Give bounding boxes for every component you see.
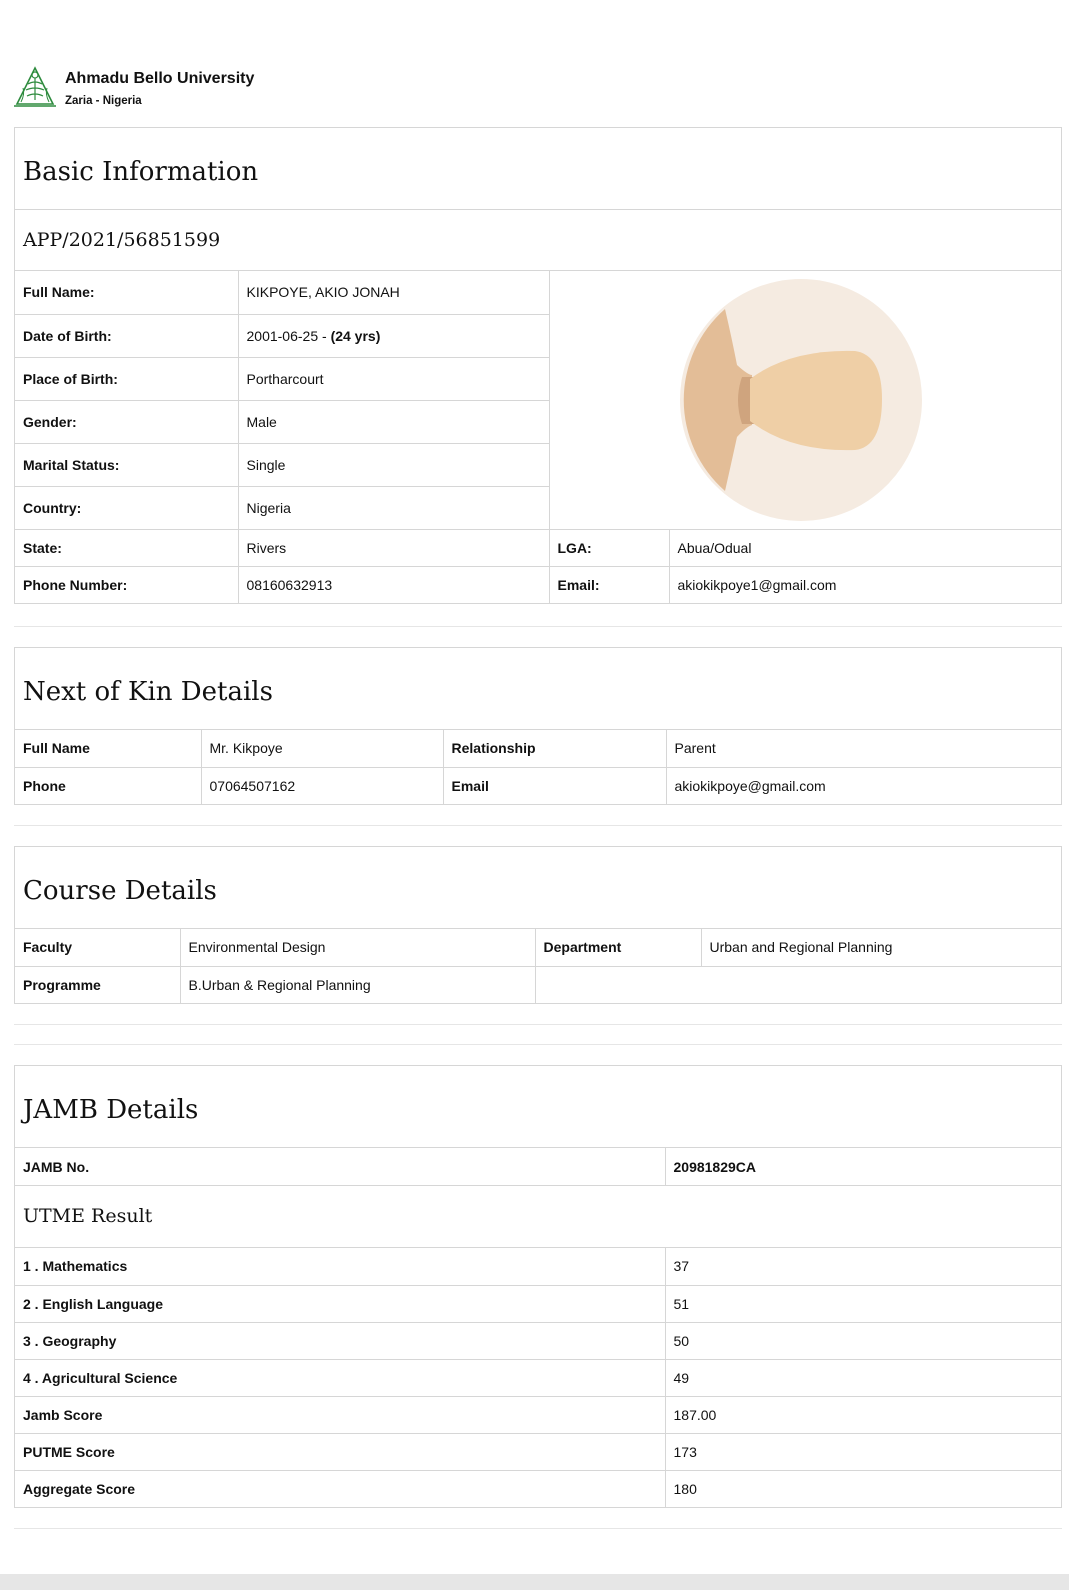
application-number: APP/2021/56851599 — [15, 210, 1061, 271]
university-header — [13, 64, 613, 112]
table-row — [15, 966, 1061, 1003]
marital-status-label: Marital Status: — [15, 443, 238, 486]
table-row — [15, 566, 1061, 603]
gender-label: Gender: — [15, 400, 238, 443]
faculty-label: Faculty — [15, 929, 180, 966]
photo-cell — [549, 271, 1061, 529]
jamb-score-label: Jamb Score — [15, 1396, 665, 1433]
email-label: Email: — [549, 566, 669, 603]
subject-score: 49 — [665, 1359, 1061, 1396]
kin-full-name-value: Mr. Kikpoye — [201, 730, 443, 767]
table-row — [15, 271, 1061, 314]
full-name-value: KIKPOYE, AKIO JONAH — [238, 271, 549, 314]
section-title: Basic Information — [15, 128, 1061, 210]
section-title: JAMB Details — [15, 1066, 1061, 1148]
divider — [14, 1044, 1062, 1045]
phone-value: 08160632913 — [238, 566, 549, 603]
table-row — [15, 529, 1061, 566]
divider — [14, 1024, 1062, 1025]
university-location: Zaria - Nigeria — [65, 95, 142, 107]
subject-score: 51 — [665, 1285, 1061, 1322]
jamb-number-table — [15, 1148, 1061, 1185]
table-row — [15, 929, 1061, 966]
lga-value: Abua/Odual — [669, 529, 1061, 566]
department-label: Department — [535, 929, 701, 966]
kin-relationship-value: Parent — [666, 730, 1061, 767]
table-row — [15, 1433, 1061, 1470]
age-value: (24 yrs) — [330, 327, 381, 344]
aggregate-score-value: 180 — [665, 1470, 1061, 1507]
subject-label: 2 . English Language — [15, 1285, 665, 1322]
kin-relationship-label: Relationship — [443, 730, 666, 767]
divider — [14, 825, 1062, 826]
kin-email-value: akiokikpoye@gmail.com — [666, 767, 1061, 804]
table-row — [15, 1322, 1061, 1359]
next-of-kin-table — [15, 730, 1061, 804]
table-row — [15, 1248, 1061, 1285]
university-logo-icon — [13, 66, 57, 108]
state-value: Rivers — [238, 529, 549, 566]
table-row — [15, 1148, 1061, 1185]
table-row — [15, 1470, 1061, 1507]
marital-status-value: Single — [238, 443, 549, 486]
section-title: Next of Kin Details — [15, 648, 1061, 730]
state-label: State: — [15, 529, 238, 566]
footer-bar — [0, 1574, 1069, 1590]
kin-phone-value: 07064507162 — [201, 767, 443, 804]
email-value: akiokikpoye1@gmail.com — [669, 566, 1061, 603]
date-of-birth-label: Date of Birth: — [15, 314, 238, 357]
jamb-details-section — [14, 1065, 1062, 1508]
subject-label: 4 . Agricultural Science — [15, 1359, 665, 1396]
putme-score-label: PUTME Score — [15, 1433, 665, 1470]
lga-label: LGA: — [549, 529, 669, 566]
subject-label: 1 . Mathematics — [15, 1248, 665, 1285]
table-row — [15, 1285, 1061, 1322]
university-name: Ahmadu Bello University — [65, 70, 255, 87]
country-label: Country: — [15, 486, 238, 529]
divider — [14, 1528, 1062, 1529]
aggregate-score-label: Aggregate Score — [15, 1470, 665, 1507]
table-row — [15, 767, 1061, 804]
jamb-number-value: 20981829CA — [665, 1148, 1061, 1185]
kin-email-label: Email — [443, 767, 666, 804]
utme-results-table — [15, 1248, 1061, 1507]
utme-result-title: UTME Result — [15, 1185, 1061, 1248]
divider — [14, 626, 1062, 627]
table-row — [15, 1359, 1061, 1396]
course-details-table — [15, 929, 1061, 1003]
kin-phone-label: Phone — [15, 767, 201, 804]
table-row — [15, 1396, 1061, 1433]
subject-label: 3 . Geography — [15, 1322, 665, 1359]
department-value: Urban and Regional Planning — [701, 929, 1061, 966]
date-of-birth-value: 2001-06-25 - (24 yrs) — [238, 314, 549, 357]
basic-information-section — [14, 127, 1062, 604]
subject-score: 37 — [665, 1248, 1061, 1285]
place-of-birth-value: Portharcourt — [238, 357, 549, 400]
table-row — [15, 730, 1061, 767]
kin-full-name-label: Full Name — [15, 730, 201, 767]
jamb-score-value: 187.00 — [665, 1396, 1061, 1433]
section-title: Course Details — [15, 847, 1061, 929]
basic-info-table — [15, 271, 1061, 603]
empty-cell — [535, 966, 1061, 1003]
course-details-section — [14, 846, 1062, 1004]
passport-photo — [680, 279, 922, 521]
subject-score: 50 — [665, 1322, 1061, 1359]
next-of-kin-section — [14, 647, 1062, 805]
place-of-birth-label: Place of Birth: — [15, 357, 238, 400]
phone-label: Phone Number: — [15, 566, 238, 603]
faculty-value: Environmental Design — [180, 929, 535, 966]
country-value: Nigeria — [238, 486, 549, 529]
programme-label: Programme — [15, 966, 180, 1003]
gender-value: Male — [238, 400, 549, 443]
programme-value: B.Urban & Regional Planning — [180, 966, 535, 1003]
jamb-number-label: JAMB No. — [15, 1148, 665, 1185]
putme-score-value: 173 — [665, 1433, 1061, 1470]
full-name-label: Full Name: — [15, 271, 238, 314]
